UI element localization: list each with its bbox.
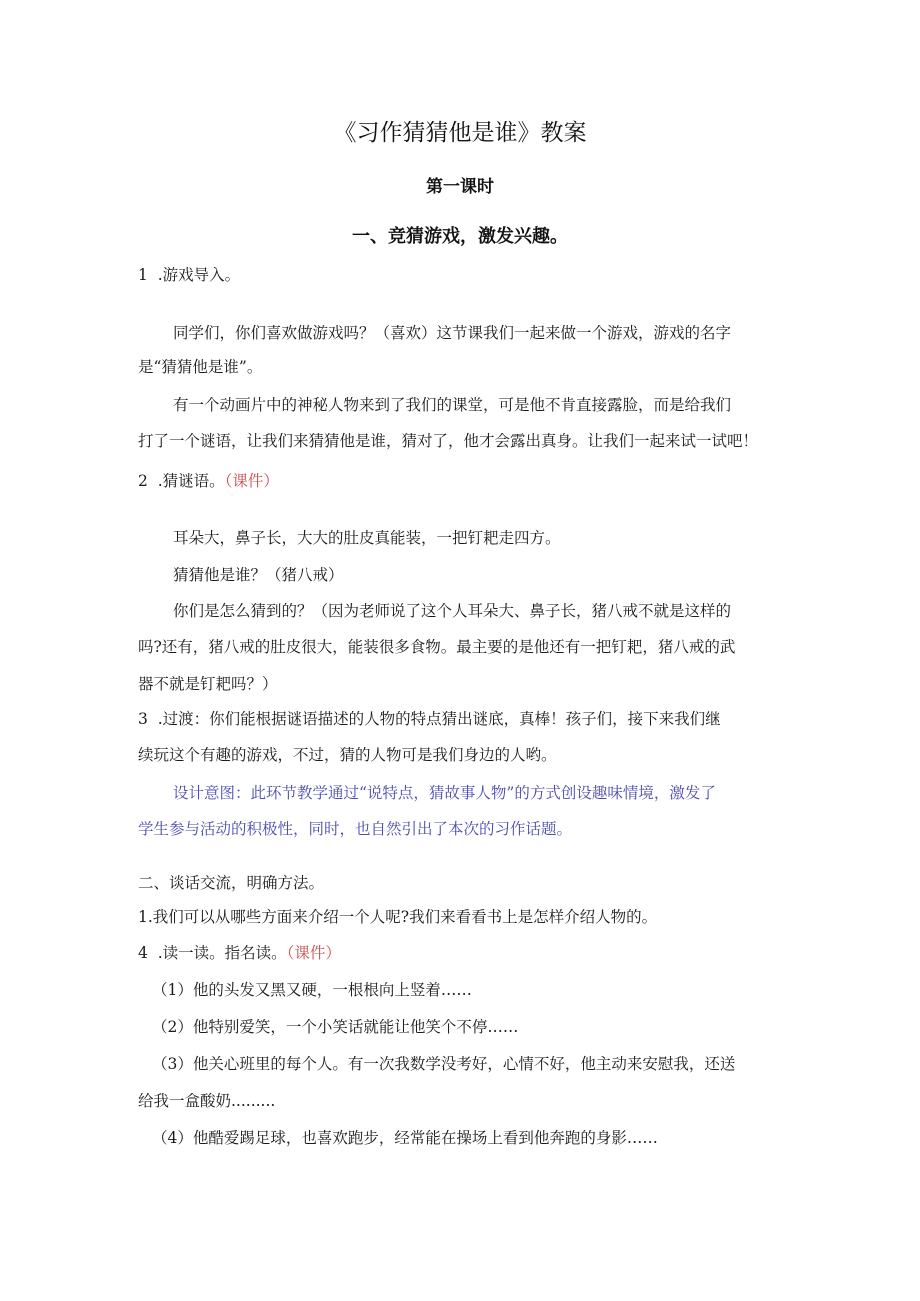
design-intent-note: 设计意图：此环节教学通过“说特点，猜故事人物”的方式创设趣味情境，激发了 xyxy=(173,784,716,802)
step-4-read xyxy=(138,942,788,964)
step-2-riddle xyxy=(138,470,788,492)
step-1-game-intro: 1 .游戏导入。 xyxy=(138,266,241,284)
paragraph-line: 续玩这个有趣的游戏，不过，猜的人物可是我们身边的人哟。 xyxy=(138,746,557,764)
example-1: （1）他的头发又黑又硬，一根根向上竖着…… xyxy=(152,981,472,999)
riddle-answer: 猜猜他是谁？（猪八戒） xyxy=(173,566,344,584)
paragraph-line: 器不就是钉耙吗？） xyxy=(138,675,278,693)
courseware-note: （课件） xyxy=(224,472,279,490)
example-3-cont: 给我一盒酸奶......... xyxy=(138,1092,276,1110)
step-3-transition: 3 .过渡：你们能根据谜语描述的人物的特点猜出谜底，真棒！孩子们，接下来我们继 xyxy=(138,710,721,728)
paragraph-line: 同学们，你们喜欢做游戏吗？（喜欢）这节课我们一起来做一个游戏，游戏的名字 xyxy=(173,324,732,342)
step-4-label: 4 .读一读。指名读。 xyxy=(138,944,287,962)
example-2: （2）他特别爱笑，一个小笑话就能让他笑个不停…… xyxy=(152,1018,519,1036)
section-heading-2: 二、谈话交流，明确方法。 xyxy=(138,874,325,892)
riddle-text: 耳朵大，鼻子长，大大的肚皮真能装，一把钉耙走四方。 xyxy=(173,529,561,547)
example-3: （3）他关心班里的每个人。有一次我数学没考好，心情不好，他主动来安慰我，还送 xyxy=(152,1055,736,1073)
paragraph-line: 打了一个谜语，让我们来猜猜他是谁，猜对了，他才会露出真身。让我们一起来试一试吧！ xyxy=(138,432,759,450)
example-4: （4）他酷爱踢足球，也喜欢跑步，经常能在操场上看到他奔跑的身影…… xyxy=(152,1129,658,1147)
paragraph-line: 你们是怎么猜到的？（因为老师说了这个人耳朵大、鼻子长，猪八戒不就是这样的 xyxy=(173,602,732,620)
step-2-label: 2 .猜谜语。 xyxy=(138,472,225,490)
lesson-heading: 第一课时 xyxy=(426,177,494,197)
step-1-intro-question: 1.我们可以从哪些方面来介绍一个人呢?我们来看看书上是怎样介绍人物的。 xyxy=(138,908,658,926)
courseware-note: （课件） xyxy=(286,944,341,962)
section-heading-1: 一、竞猜游戏，激发兴趣。 xyxy=(352,226,568,247)
paragraph-line: 有一个动画片中的神秘人物来到了我们的课堂，可是他不肯直接露脸，而是给我们 xyxy=(173,396,732,414)
document-title: 《习作猜猜他是谁》教案 xyxy=(333,120,587,146)
paragraph-line: 是“猜猜他是谁”。 xyxy=(138,358,263,376)
paragraph-line: 吗?还有，猪八戒的肚皮很大，能装很多食物。最主要的是他还有一把钉耙，猪八戒的武 xyxy=(138,638,736,656)
design-intent-note: 学生参与活动的积极性，同时，也自然引出了本次的习作话题。 xyxy=(138,820,573,838)
